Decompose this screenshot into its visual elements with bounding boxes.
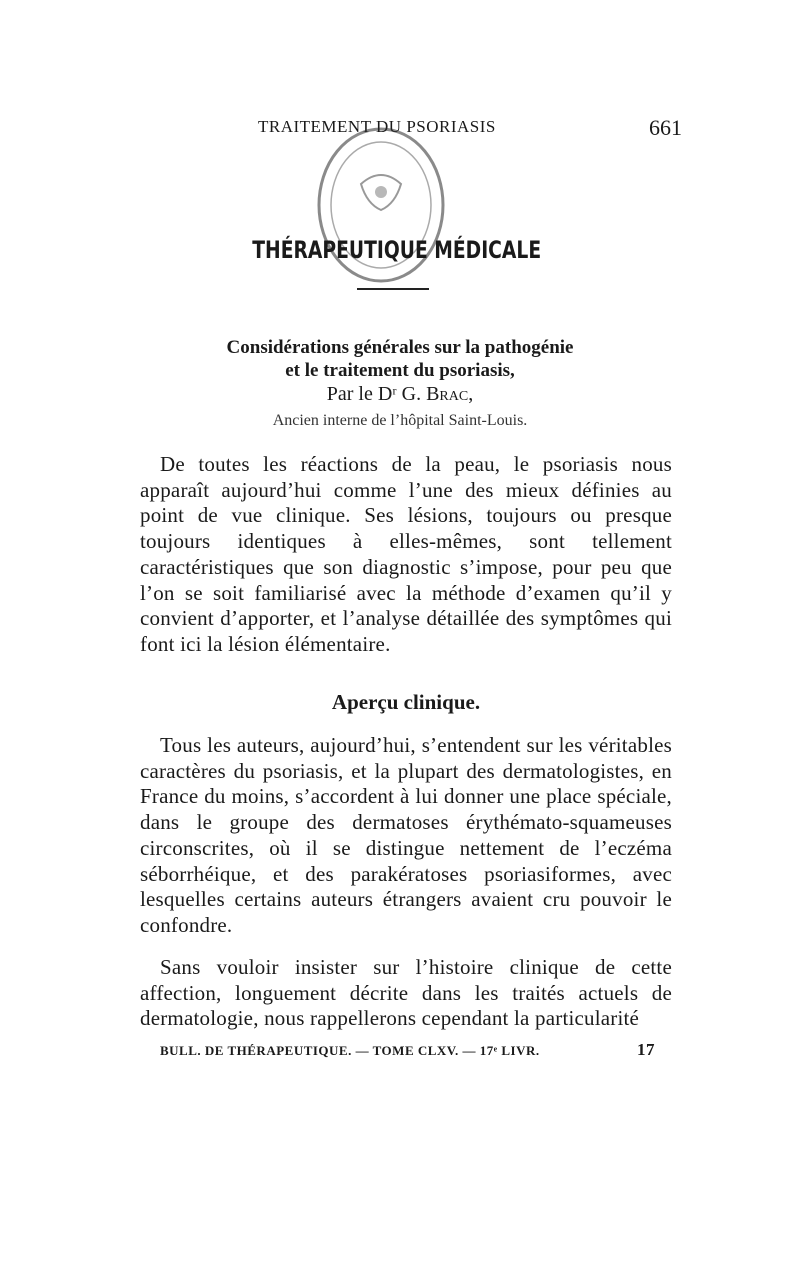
signature-mark: 17: [637, 1040, 655, 1059]
article-title-line-2: et le traitement du psoriasis,: [285, 360, 515, 381]
paragraph-1: De toutes les réactions de la peau, le psoriasis nous apparaît aujourd’hui comme l’une des mieux définies au point de vue clinique. Ses lésions, toujours ou presque toujours identiques à elles-mêmes, sont tellement caractéristiques que son diagnostic s’impose, pour peu que l’on se soit familiarisé avec la méthode d’examen qu’il y convient d’apporter, et l’analyse détaillée des symptômes qui font ici la lésion élémentaire.: [140, 452, 672, 656]
author-affiliation: Ancien interne de l’hôpital Saint-Louis.: [272, 412, 528, 429]
section-title: THÉRAPEUTIQUE MÉDICALE: [252, 236, 542, 264]
author-prefix: Par le Dʳ G.: [326, 383, 427, 405]
page-number: 661: [649, 115, 682, 140]
author-line: [140, 383, 660, 406]
paragraph-3: Sans vouloir insister sur l’histoire clinique de cette affection, longuement décrite dans les traités actuels de dermatologie, nous rappellerons cependant la particularité: [140, 955, 672, 1031]
title-rule: [357, 288, 429, 290]
paragraph-2: Tous les auteurs, aujourd’hui, s’entendent sur les véritables caractères du psoriasis, et la plupart des dermatologistes, en France du moins, s’accordent à lui donner une place spéciale, dans le groupe des dermatoses érythémato-squameuses circonscrites, où il se distingue nettement de l’eczéma séborrhéique, et des parakératoses psoriasiformes, avec lesquelles certains auteurs étrangers avaient cru pouvoir le confondre.: [140, 733, 672, 937]
article-title-line-1: Considérations générales sur la pathogénie: [226, 337, 574, 358]
running-head: TRAITEMENT DU PSORIASIS: [258, 117, 496, 136]
subheading: Aperçu clinique.: [331, 690, 481, 714]
author-name: Brac,: [426, 383, 474, 405]
footer-citation: BULL. DE THÉRAPEUTIQUE. — TOME CLXV. — 17ᵉ LIVR.: [160, 1043, 540, 1058]
